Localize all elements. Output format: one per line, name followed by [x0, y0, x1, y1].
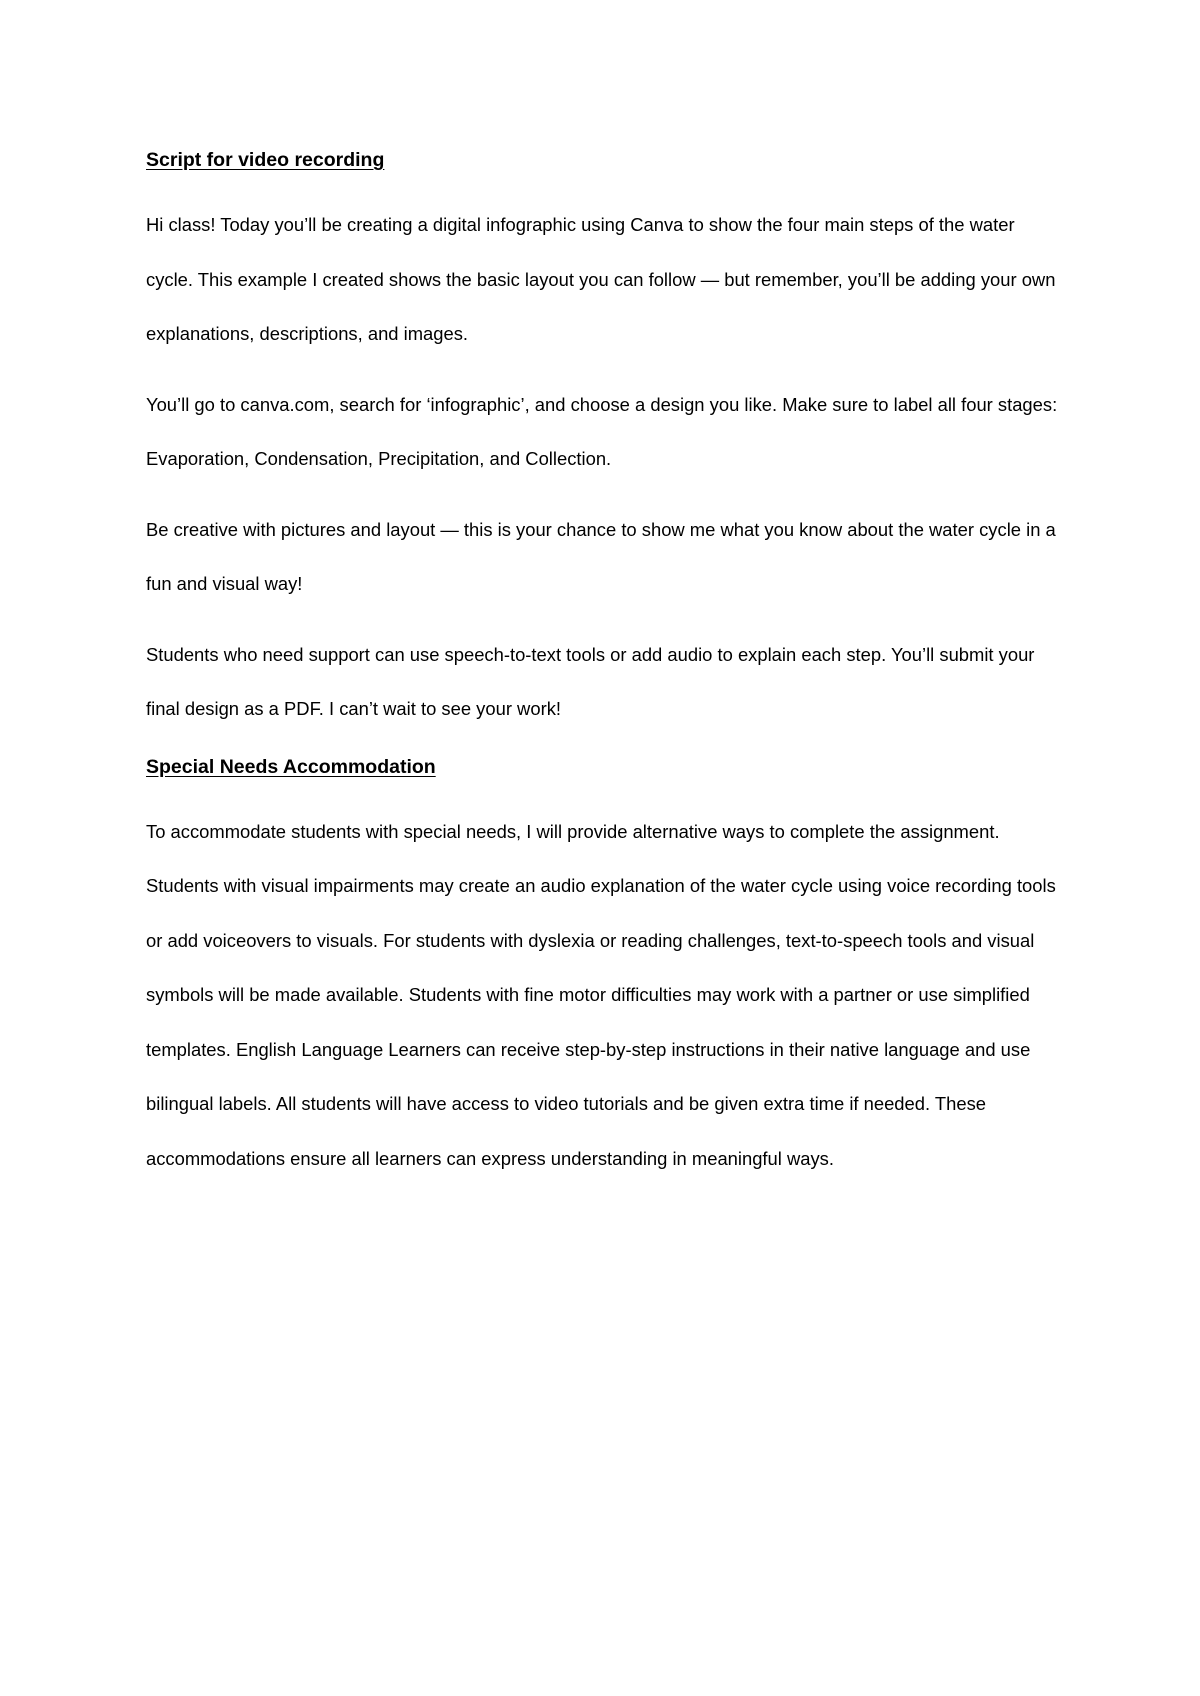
accommodation-heading: Special Needs Accommodation [146, 755, 436, 778]
script-paragraph-canva: You’ll go to canva.com, search for ‘infographic’, and choose a design you like. Make sure to label all four stages: Evaporation, Condensation, Precipitation, and Collection. [146, 393, 1058, 469]
script-paragraph-intro: Hi class! Today you’ll be creating a digital infographic using Canva to show the four main steps of the water cycle. This example I created shows the basic layout you can follow — but remember, you’ll be adding your own explanations, descriptions, and images. [146, 214, 1056, 344]
script-paragraph-support: Students who need support can use speech-to-text tools or add audio to explain each step. You’ll submit your final design as a PDF. I can’t wait to see your work! [146, 643, 1035, 719]
script-heading: Script for video recording [146, 149, 385, 171]
accommodation-paragraph: To accommodate students with special needs, I will provide alternative ways to complete the assignment. Students with visual impairments may create an audio explanation of the water cycle using voice recording tools or add voiceovers to visuals. For students with dyslexia or reading challenges, text-to-speech tools and visual symbols will be made available. Students with fine motor difficulties may work with a partner or use simplified templates. English Language Learners can receive step-by-step instructions in their native language and use bilingual labels. All students will have access to video tutorials and be given extra time if needed. These accommodations ensure all learners can express understanding in meaningful ways. [146, 820, 1056, 1169]
script-paragraph-creative: Be creative with pictures and layout — this is your chance to show me what you know about the water cycle in a fun and visual way! [146, 518, 1056, 594]
document-body [146, 144, 1066, 1186]
